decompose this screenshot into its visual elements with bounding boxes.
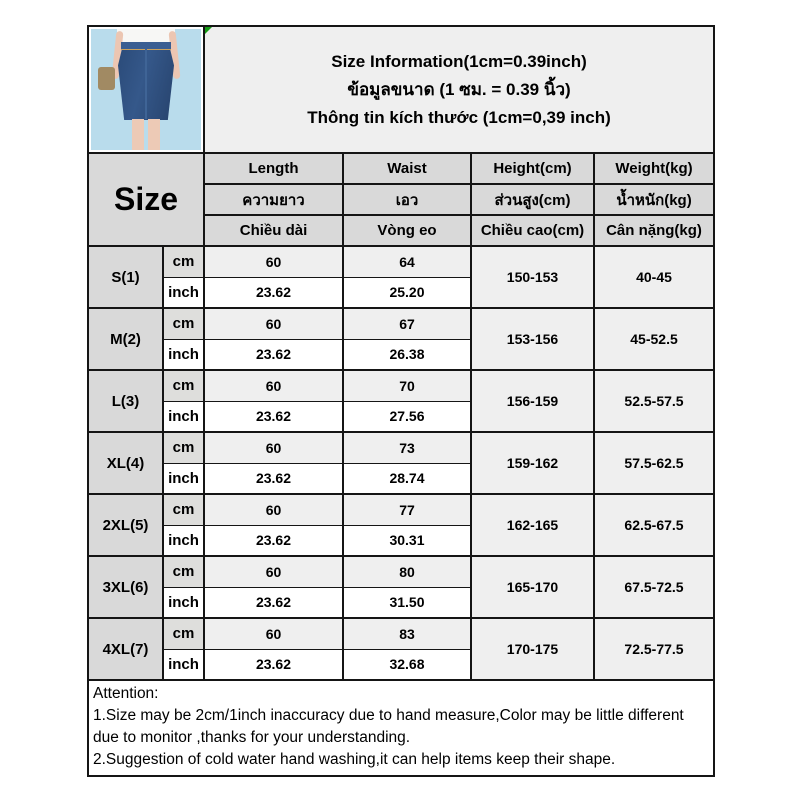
header-height-en: Height(cm) [471, 153, 594, 184]
waist-cm-cell: 80 [343, 556, 471, 587]
height-range-cell: 156-159 [471, 370, 594, 432]
height-range-cell: 162-165 [471, 494, 594, 556]
unit-cm-cell: cm [163, 618, 204, 649]
weight-range-cell: 40-45 [594, 246, 714, 308]
length-inch-cell: 23.62 [204, 339, 343, 370]
size-label-cell: 2XL(5) [88, 494, 163, 556]
header-length-en: Length [204, 153, 343, 184]
height-range-cell: 159-162 [471, 432, 594, 494]
attention-heading: Attention: [93, 685, 159, 702]
size-chart-sheet [87, 25, 713, 777]
header-height-th: ส่วนสูง(cm) [471, 184, 594, 215]
weight-range-cell: 52.5-57.5 [594, 370, 714, 432]
unit-cm-cell: cm [163, 370, 204, 401]
title-line-vi: Thông tin kích thước (1cm=0,39 inch) [307, 107, 611, 127]
length-inch-cell: 23.62 [204, 401, 343, 432]
header-waist-en: Waist [343, 153, 471, 184]
attention-cell [88, 680, 714, 776]
unit-inch-cell: inch [163, 401, 204, 432]
unit-cm-cell: cm [163, 494, 204, 525]
header-waist-th: เอว [343, 184, 471, 215]
weight-range-cell: 62.5-67.5 [594, 494, 714, 556]
size-label-cell: L(3) [88, 370, 163, 432]
header-height-vi: Chiều cao(cm) [471, 215, 594, 246]
size-label-cell: 3XL(6) [88, 556, 163, 618]
product-image-cell [88, 26, 204, 153]
waist-cm-cell: 73 [343, 432, 471, 463]
height-range-cell: 165-170 [471, 556, 594, 618]
product-image [91, 29, 201, 150]
title-line-en: Size Information(1cm=0.39inch) [331, 51, 587, 71]
size-label-cell: 4XL(7) [88, 618, 163, 680]
unit-cm-cell: cm [163, 432, 204, 463]
waist-cm-cell: 67 [343, 308, 471, 339]
length-inch-cell: 23.62 [204, 463, 343, 494]
waist-inch-cell: 32.68 [343, 649, 471, 680]
length-inch-cell: 23.62 [204, 277, 343, 308]
header-length-th: ความยาว [204, 184, 343, 215]
size-column-header: Size [88, 153, 204, 246]
waist-cm-cell: 77 [343, 494, 471, 525]
size-label-cell: XL(4) [88, 432, 163, 494]
title-line-th: ข้อมูลขนาด (1 ซม. = 0.39 นิ้ว) [347, 79, 571, 99]
waist-cm-cell: 64 [343, 246, 471, 277]
unit-inch-cell: inch [163, 277, 204, 308]
skirt-seam [145, 49, 147, 119]
title-cell [204, 26, 714, 153]
waist-inch-cell: 26.38 [343, 339, 471, 370]
header-weight-th: น้ำหนัก(kg) [594, 184, 714, 215]
length-cm-cell: 60 [204, 246, 343, 277]
unit-cm-cell: cm [163, 556, 204, 587]
height-range-cell: 153-156 [471, 308, 594, 370]
model-leg-right [148, 119, 160, 150]
waist-inch-cell: 31.50 [343, 587, 471, 618]
waist-inch-cell: 25.20 [343, 277, 471, 308]
attention-note-1: 1.Size may be 2cm/1inch inaccuracy due to hand measure,Color may be little different due to monitor ,thanks for your understanding. [93, 707, 684, 746]
length-cm-cell: 60 [204, 308, 343, 339]
length-cm-cell: 60 [204, 432, 343, 463]
length-inch-cell: 23.62 [204, 587, 343, 618]
weight-range-cell: 67.5-72.5 [594, 556, 714, 618]
header-weight-en: Weight(kg) [594, 153, 714, 184]
excel-corner-marker-icon [205, 27, 212, 34]
waist-cm-cell: 70 [343, 370, 471, 401]
weight-range-cell: 57.5-62.5 [594, 432, 714, 494]
waist-inch-cell: 28.74 [343, 463, 471, 494]
length-cm-cell: 60 [204, 618, 343, 649]
weight-range-cell: 45-52.5 [594, 308, 714, 370]
height-range-cell: 150-153 [471, 246, 594, 308]
waist-cm-cell: 83 [343, 618, 471, 649]
length-cm-cell: 60 [204, 370, 343, 401]
unit-inch-cell: inch [163, 587, 204, 618]
handbag [98, 67, 115, 90]
unit-inch-cell: inch [163, 339, 204, 370]
length-cm-cell: 60 [204, 556, 343, 587]
attention-note-2: 2.Suggestion of cold water hand washing,it can help items keep their shape. [93, 751, 616, 768]
unit-cm-cell: cm [163, 246, 204, 277]
height-range-cell: 170-175 [471, 618, 594, 680]
length-cm-cell: 60 [204, 494, 343, 525]
size-chart-table [87, 25, 715, 777]
unit-cm-cell: cm [163, 308, 204, 339]
model-leg-left [132, 119, 144, 150]
header-weight-vi: Cân nặng(kg) [594, 215, 714, 246]
length-inch-cell: 23.62 [204, 649, 343, 680]
length-inch-cell: 23.62 [204, 525, 343, 556]
unit-inch-cell: inch [163, 525, 204, 556]
unit-inch-cell: inch [163, 649, 204, 680]
unit-inch-cell: inch [163, 463, 204, 494]
waist-inch-cell: 27.56 [343, 401, 471, 432]
size-label-cell: M(2) [88, 308, 163, 370]
size-label-cell: S(1) [88, 246, 163, 308]
waist-inch-cell: 30.31 [343, 525, 471, 556]
header-length-vi: Chiều dài [204, 215, 343, 246]
header-waist-vi: Vòng eo [343, 215, 471, 246]
weight-range-cell: 72.5-77.5 [594, 618, 714, 680]
